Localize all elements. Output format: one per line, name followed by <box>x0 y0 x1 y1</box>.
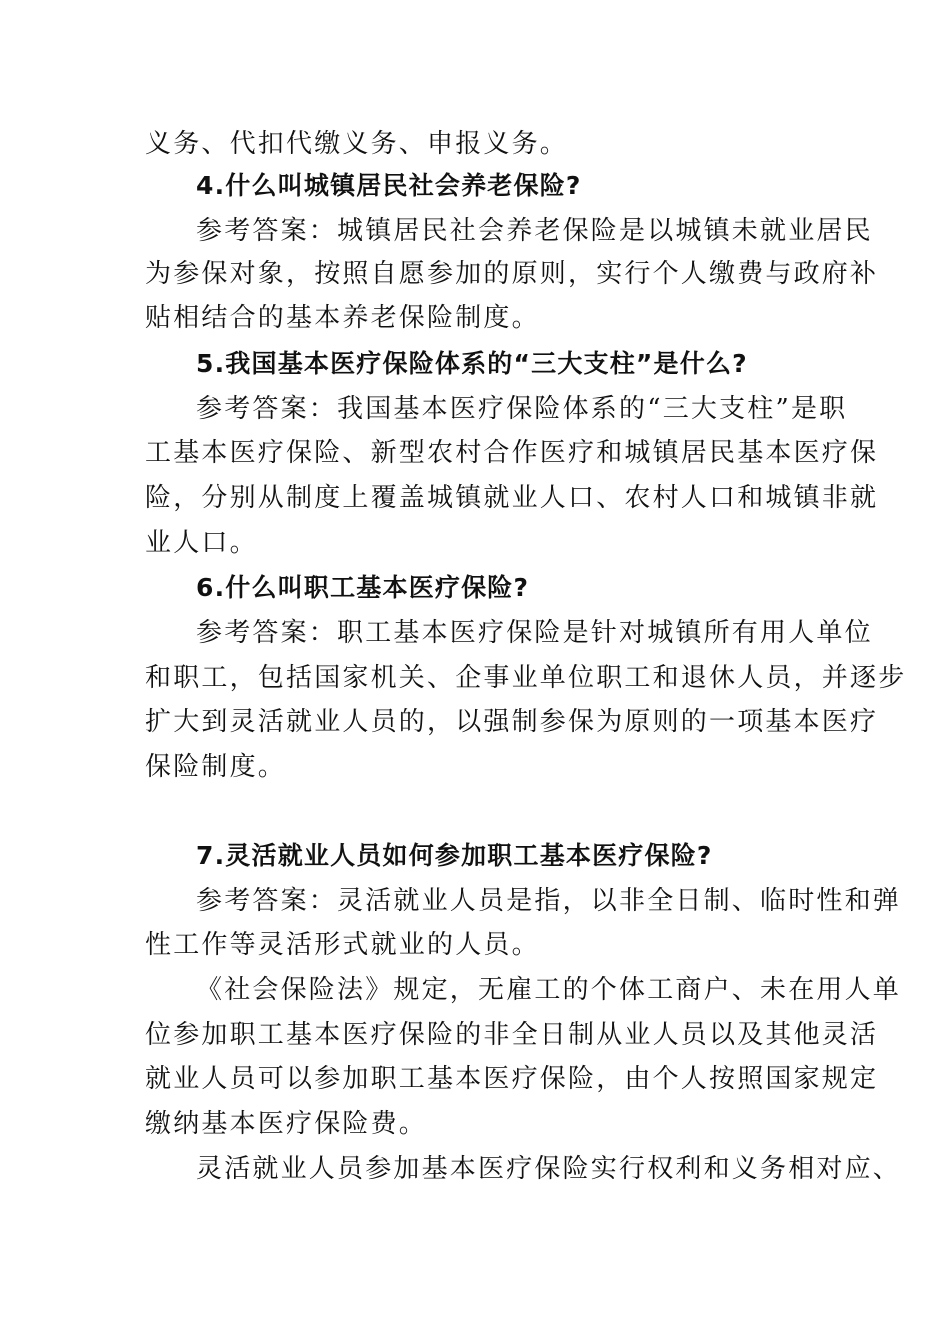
answer-line: 工基本医疗保险、新型农村合作医疗和城镇居民基本医疗保 <box>145 438 879 468</box>
answer-line: 性工作等灵活形式就业的人员。 <box>145 930 540 960</box>
answer-line: 参考答案：灵活就业人员是指，以非全日制、临时性和弹 <box>196 886 902 916</box>
answer-line: 扩大到灵活就业人员的，以强制参保为原则的一项基本医疗 <box>145 707 879 737</box>
answer-line: 就业人员可以参加职工基本医疗保险，由个人按照国家规定 <box>145 1064 879 1094</box>
question-heading-4: 4.什么叫城镇居民社会养老保险? <box>196 171 582 200</box>
answer-line: 为参保对象，按照自愿参加的原则，实行个人缴费与政府补 <box>145 259 879 289</box>
question-heading-7: 7.灵活就业人员如何参加职工基本医疗保险? <box>196 841 713 870</box>
answer-line: 缴纳基本医疗保险费。 <box>145 1109 428 1139</box>
answer-line: 灵活就业人员参加基本医疗保险实行权利和义务相对应、 <box>196 1154 902 1184</box>
answer-line: 保险制度。 <box>145 752 287 782</box>
question-heading-5: 5.我国基本医疗保险体系的“三大支柱”是什么? <box>196 349 748 378</box>
answer-line: 险，分别从制度上覆盖城镇就业人口、农村人口和城镇非就 <box>145 483 879 513</box>
answer-line: 和职工，包括国家机关、企事业单位职工和退休人员，并逐步 <box>145 663 907 693</box>
answer-line: 参考答案：职工基本医疗保险是针对城镇所有用人单位 <box>196 618 873 648</box>
paragraph-line: 义务、代扣代缴义务、申报义务。 <box>145 129 569 159</box>
answer-line: 参考答案：我国基本医疗保险体系的“三大支柱”是职 <box>196 394 848 424</box>
answer-line: 业人口。 <box>145 528 258 558</box>
answer-line: 参考答案：城镇居民社会养老保险是以城镇未就业居民 <box>196 216 873 246</box>
answer-line: 位参加职工基本医疗保险的非全日制从业人员以及其他灵活 <box>145 1020 879 1050</box>
answer-line: 《社会保险法》规定，无雇工的个体工商户、未在用人单 <box>196 975 902 1005</box>
question-heading-6: 6.什么叫职工基本医疗保险? <box>196 573 530 602</box>
answer-line: 贴相结合的基本养老保险制度。 <box>145 303 540 333</box>
